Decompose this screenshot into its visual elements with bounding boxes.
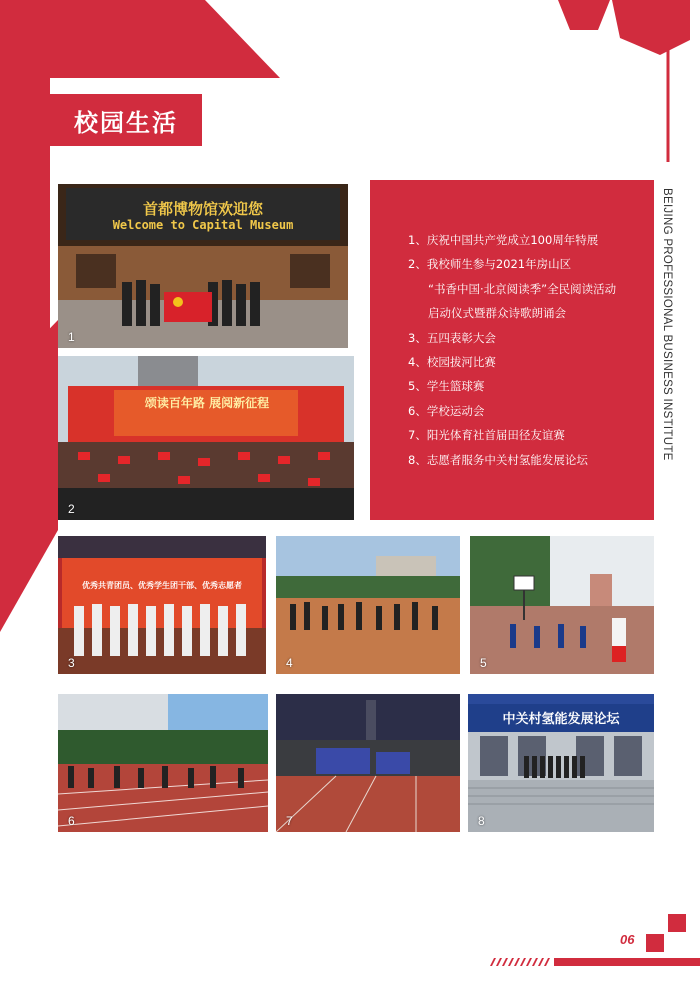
photo-athletics-club bbox=[276, 694, 460, 832]
reading-banner: 颂读百年路 展阅新征程 bbox=[144, 396, 270, 410]
list-item: 4、校园拔河比赛 bbox=[408, 355, 496, 370]
activity-list-panel bbox=[370, 180, 654, 520]
list-item: 启动仪式暨群众诗歌朗诵会 bbox=[428, 306, 566, 321]
photo-number: 3 bbox=[68, 656, 75, 670]
photo-basketball-game bbox=[470, 536, 654, 674]
list-item: 8、志愿者服务中关村氢能发展论坛 bbox=[408, 452, 588, 467]
forum-banner: 中关村氢能发展论坛 bbox=[502, 712, 620, 727]
museum-sign-chinese: 首都博物馆欢迎您 bbox=[142, 200, 263, 218]
list-item: 3、五四表彰大会 bbox=[408, 330, 496, 345]
photo-reading-event bbox=[58, 356, 354, 520]
list-item: 7、阳光体育社首届田径友谊赛 bbox=[408, 428, 565, 443]
photo-number: 2 bbox=[68, 502, 75, 516]
photo-number: 7 bbox=[286, 814, 293, 828]
photo-hydrogen-forum bbox=[468, 694, 654, 832]
photo-tug-of-war bbox=[276, 536, 460, 674]
institute-name: BEIJING PROFESSIONAL BUSINESS INSTITUTE bbox=[661, 188, 673, 461]
photo-number: 6 bbox=[68, 814, 75, 828]
photo-awards-ceremony bbox=[58, 536, 266, 674]
list-item: 5、学生篮球赛 bbox=[408, 379, 485, 394]
activity-list bbox=[408, 228, 616, 472]
list-item: “书香中国·北京阅读季”全民阅读活动 bbox=[428, 281, 617, 296]
list-item: 2、我校师生参与2021年房山区 bbox=[408, 257, 572, 272]
institute-side-label bbox=[660, 188, 674, 508]
section-title: 校园生活 bbox=[50, 94, 202, 146]
museum-sign-english: Welcome to Capital Museum bbox=[112, 218, 294, 232]
awards-banner: 优秀共青团员、优秀学生团干部、优秀志愿者 bbox=[82, 581, 242, 590]
list-item: 6、学校运动会 bbox=[408, 403, 485, 418]
photo-number: 1 bbox=[68, 330, 75, 344]
photo-number: 5 bbox=[480, 656, 487, 670]
photo-number: 8 bbox=[478, 814, 485, 828]
photo-sports-meet bbox=[58, 694, 268, 832]
list-item: 1、庆祝中国共产党成立100周年特展 bbox=[408, 233, 599, 247]
photo-capital-museum bbox=[58, 184, 348, 348]
photo-number: 4 bbox=[286, 656, 293, 670]
page-number: 06 bbox=[620, 932, 635, 947]
